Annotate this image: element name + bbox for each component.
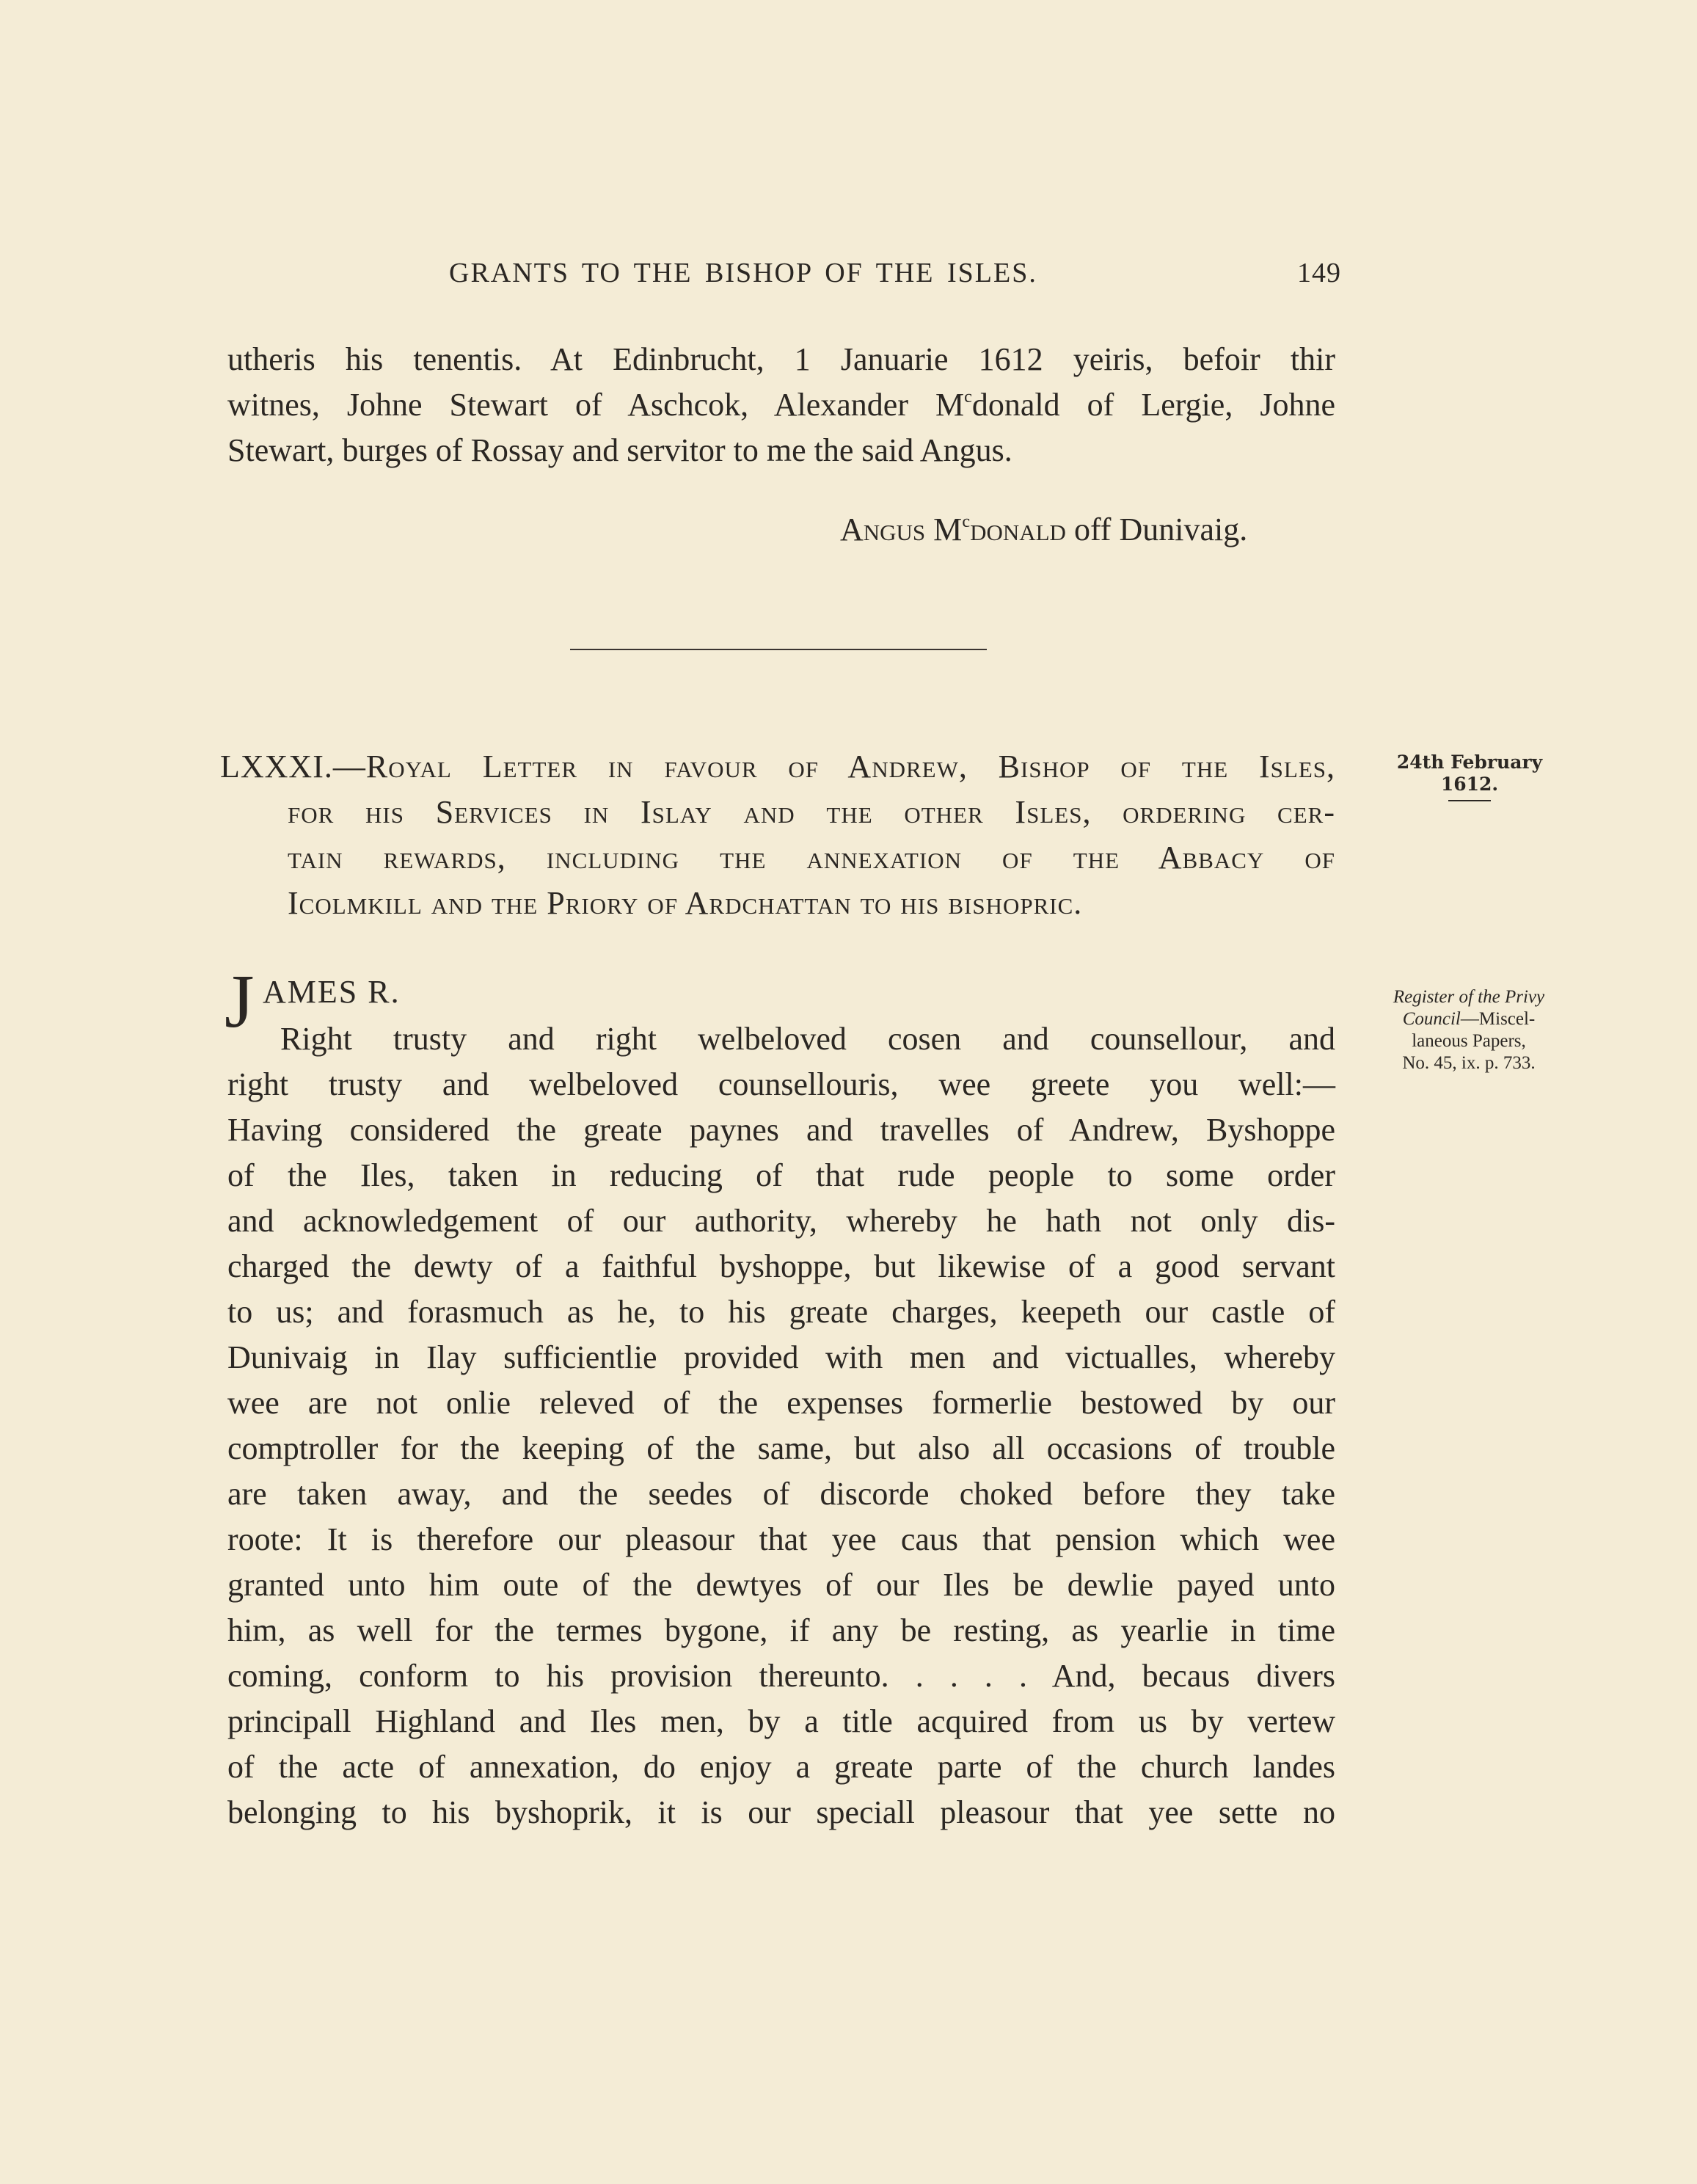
text-line: of the Iles, taken in reducing of that rude people to some order [227, 1157, 1335, 1193]
text-line: to us; and forasmuch as he, to his greate charges, keepeth our castle of [227, 1294, 1335, 1330]
heading-line: Icolmkill and the Priory of Ardchattan to his bishopric. [288, 885, 1083, 921]
text-line: of the acte of annexation, do enjoy a greate parte of the church landes [227, 1749, 1335, 1785]
section-divider [570, 649, 987, 650]
text-line: principall Highland and Iles men, by a title acquired from us by vertew [227, 1703, 1335, 1739]
heading-line: LXXXI.—Royal Letter in favour of Andrew, Bishop of the Isles, [220, 749, 1336, 785]
margin-date-note: 24th February 1612. [1378, 751, 1561, 801]
letter-body [225, 959, 1335, 1835]
letter-salutation: AMES R. [263, 974, 401, 1010]
text-line: roote: It is therefore our pleasour that yee caus that pension which wee [227, 1521, 1335, 1557]
drop-cap: J [225, 959, 255, 1044]
text-line: him, as well for the termes bygone, if any be resting, as yearlie in time [227, 1612, 1335, 1648]
text-line: witnes, Johne Stewart of Aschcok, Alexander $M^cdonald$ of Lergie, Johne [227, 386, 1336, 423]
text-line: Stewart, burges of Rossay and servitor to me the said Angus. [227, 432, 1012, 468]
text-line: Right trusty and right welbeloved cosen and counsellour, and [280, 1021, 1335, 1057]
signature: Angus $M^cdonald$ off Dunivaig. [840, 511, 1248, 547]
text-line: utheris his tenentis. At Edinbrucht, 1 Januarie 1612 yeiris, befoir thir [227, 341, 1335, 377]
text-line: Dunivaig in Ilay sufficientlie provided with men and victualles, whereby [227, 1339, 1335, 1375]
text-line: and acknowledgement of our authority, whereby he hath not only dis- [227, 1203, 1335, 1239]
text-line: wee are not onlie releved of the expenses formerlie bestowed by our [227, 1385, 1335, 1421]
continuation-paragraph [227, 337, 1335, 473]
text-line: right trusty and welbeloved counsellouris, wee greete you well:— [227, 1066, 1335, 1102]
heading-line: tain rewards, including the annexation of the Abbacy of [288, 840, 1335, 876]
date-underline [1448, 800, 1491, 801]
margin-source-note: Register of the Privy Council—Miscel- laneous Papers, No. 45, ix. p. 733. [1393, 987, 1545, 1073]
running-head-title: GRANTS TO THE BISHOP OF THE ISLES. [449, 258, 1037, 288]
text-line: comptroller for the keeping of the same, but also all occasions of trouble [227, 1430, 1335, 1466]
page-number: 149 [1297, 258, 1341, 288]
text-line: granted unto him oute of the dewtyes of our Iles be dewlie payed unto [227, 1567, 1335, 1603]
text-line: charged the dewty of a faithful byshoppe, but likewise of a good servant [227, 1248, 1335, 1284]
text-line: belonging to his byshoprik, it is our speciall pleasour that yee sette no [227, 1794, 1335, 1830]
text-line: coming, conform to his provision thereunto. . . . . And, becaus divers [227, 1658, 1335, 1694]
heading-line: for his Services in Islay and the other Isles, ordering cer- [288, 794, 1335, 830]
text-line: Having considered the greate paynes and travelles of Andrew, Byshoppe [227, 1112, 1335, 1148]
section-heading [220, 744, 1335, 926]
text-line: are taken away, and the seedes of discorde choked before they take [227, 1476, 1335, 1512]
